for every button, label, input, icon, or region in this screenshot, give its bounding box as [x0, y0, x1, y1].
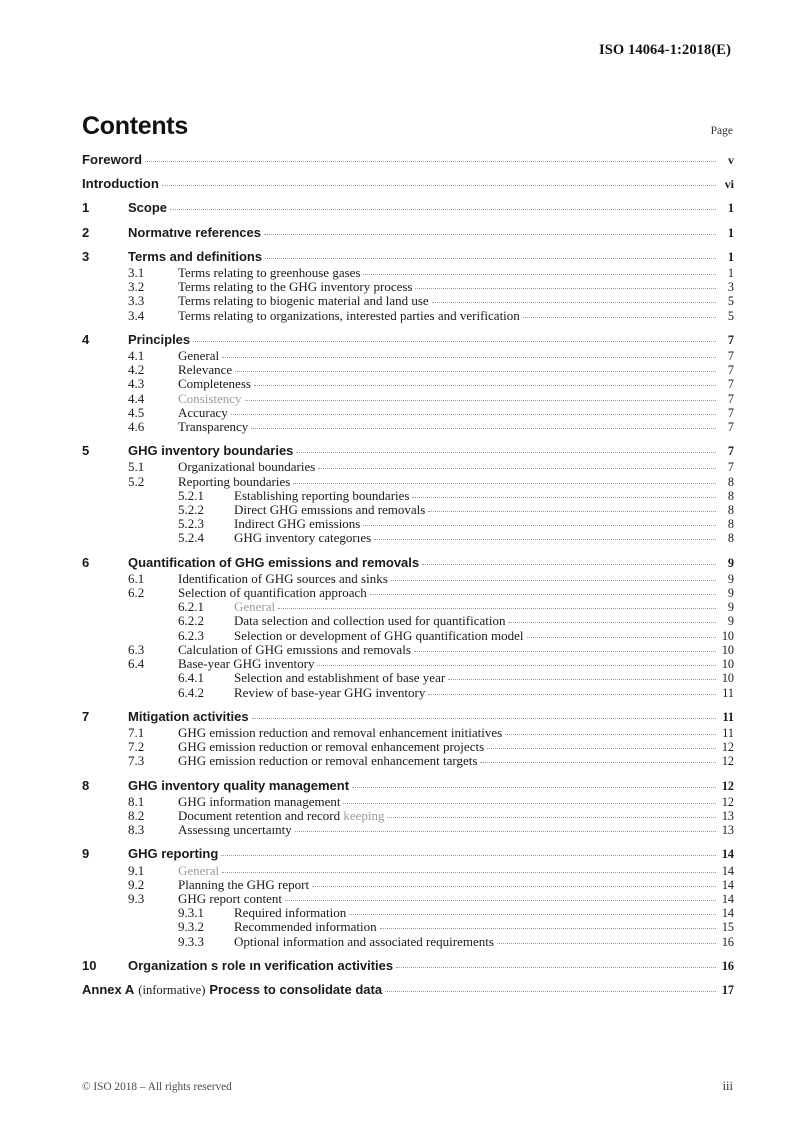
- toc-entry-6-4-2[interactable]: [82, 686, 734, 699]
- footer-page-number: iii: [722, 1079, 733, 1093]
- toc-entry-9-1[interactable]: [82, 864, 734, 877]
- entry-label: General: [178, 348, 220, 364]
- toc-entry-9-3[interactable]: [82, 892, 734, 905]
- dot-leader: [497, 943, 716, 944]
- toc-entry-5-2-1[interactable]: [82, 489, 734, 502]
- entry-label-faded-tail: keeping: [343, 807, 385, 823]
- dot-leader: [363, 525, 716, 526]
- entry-label: Reporting boundaries: [178, 473, 291, 489]
- dot-leader: [370, 594, 716, 595]
- toc-entry-9-3-1[interactable]: [82, 906, 734, 919]
- entry-number: 9: [82, 846, 90, 862]
- toc-entry-3[interactable]: [82, 250, 734, 263]
- entry-number: 7: [82, 708, 90, 724]
- entry-label: GHG inventory boundaries: [128, 443, 294, 459]
- entry-page-number: 7: [727, 444, 734, 459]
- toc-entry-4-4[interactable]: [82, 392, 734, 405]
- entry-number: 3.4: [128, 307, 145, 323]
- entry-number: 5.2.3: [178, 516, 204, 532]
- toc-entry-5-2-2[interactable]: [82, 503, 734, 516]
- entry-page-number: 8: [727, 488, 734, 503]
- entry-page-number: 14: [721, 877, 734, 892]
- toc-entry-6-3[interactable]: [82, 643, 734, 656]
- dot-leader: [296, 452, 716, 453]
- entry-label: Assessıng uncertaınty: [178, 822, 292, 838]
- entry-number: 6.3: [128, 641, 145, 657]
- entry-number: 7.1: [128, 724, 145, 740]
- entry-number: 4.4: [128, 390, 145, 406]
- dot-leader: [343, 803, 716, 804]
- entry-label: GHG report content: [178, 890, 282, 906]
- entry-number: 4.3: [128, 376, 145, 392]
- entry-number: 8.2: [128, 807, 145, 823]
- table-of-contents: [82, 153, 734, 1000]
- dot-leader: [385, 991, 716, 992]
- entry-number: 8: [82, 777, 90, 793]
- entry-label: GHG emission reduction and removal enhancement initiatives: [178, 724, 503, 740]
- entry-page-number: 15: [721, 920, 734, 935]
- entry-number: 6.4.2: [178, 684, 204, 700]
- dot-leader: [387, 817, 716, 818]
- entry-label: Normatıve references: [128, 224, 261, 240]
- entry-number: 6.2.2: [178, 613, 204, 629]
- entry-page-number: 12: [721, 740, 734, 755]
- entry-label: Review of base-year GHG inventory: [234, 684, 426, 700]
- entry-label: Mitigation activities: [128, 708, 249, 724]
- dot-leader: [222, 872, 716, 873]
- toc-entry-9-3-3[interactable]: [82, 935, 734, 948]
- entry-label: Consistency: [178, 390, 242, 406]
- entry-number: 4.6: [128, 419, 145, 435]
- entry-label: Recommended information: [234, 919, 377, 935]
- dot-leader: [235, 371, 716, 372]
- entry-page-number: 11: [722, 725, 734, 740]
- entry-label: Identification of GHG sources and sinks: [178, 570, 388, 586]
- entry-number: 3: [82, 248, 90, 264]
- dot-leader: [352, 787, 716, 788]
- toc-entry-6[interactable]: [82, 556, 734, 569]
- entry-label: Organization s role ın verification activities: [128, 957, 394, 973]
- entry-label: Indirect GHG emissions: [234, 516, 361, 532]
- toc-entry-4-1[interactable]: [82, 349, 734, 362]
- entry-label: GHG emission reduction or removal enhancement projects: [178, 739, 485, 755]
- entry-number: 6.4: [128, 656, 145, 672]
- entry-page-number: 13: [721, 823, 734, 838]
- entry-page-number: v: [728, 153, 734, 167]
- dot-leader: [317, 665, 716, 666]
- entry-page-number: vi: [724, 177, 734, 192]
- toc-entry-8[interactable]: [82, 779, 734, 792]
- dot-leader: [252, 718, 716, 719]
- dot-leader: [414, 651, 716, 652]
- toc-entry-3-4[interactable]: [82, 309, 734, 322]
- dot-leader: [391, 580, 716, 581]
- entry-number: 9.1: [128, 862, 145, 878]
- entry-page-number: 13: [721, 808, 734, 823]
- entry-page-number: 12: [721, 778, 734, 793]
- entry-number: 6: [82, 554, 90, 570]
- entry-page-number: 7: [727, 377, 734, 392]
- toc-entry-5[interactable]: [82, 444, 734, 457]
- entry-number: 7.3: [128, 753, 145, 769]
- entry-page-number: 5: [727, 294, 734, 309]
- entry-page-number: 7: [727, 332, 734, 347]
- entry-label: Principles: [128, 331, 191, 347]
- toc-entry-7-2[interactable]: [82, 740, 734, 753]
- entry-number: 3.1: [128, 265, 145, 281]
- entry-number: 9.3.1: [178, 905, 204, 921]
- entry-label: Establishing reporting boundaries: [234, 487, 410, 503]
- entry-label: Terms relating to organizations, interested parties and verification: [178, 307, 520, 323]
- page-footer: [82, 1079, 733, 1094]
- dot-leader: [170, 209, 716, 210]
- entry-page-number: 10: [721, 671, 734, 686]
- dot-leader: [374, 539, 716, 540]
- toc-entry-7[interactable]: [82, 710, 734, 723]
- entry-label: Foreword: [82, 152, 143, 167]
- dot-leader: [422, 564, 716, 565]
- entry-page-number: 8: [727, 474, 734, 489]
- entry-label: GHG information management: [178, 793, 341, 809]
- toc-entry-5-2-3[interactable]: [82, 517, 734, 530]
- dot-leader: [312, 886, 716, 887]
- dot-leader: [285, 900, 716, 901]
- document-identifier: ISO 14064-1:2018(E): [599, 42, 731, 58]
- toc-entry-5-1[interactable]: [82, 460, 734, 473]
- entry-number: 5.2.1: [178, 487, 204, 503]
- dot-leader: [432, 302, 716, 303]
- dot-leader: [222, 357, 716, 358]
- entry-label: Optional information and associated requirements: [234, 933, 494, 949]
- entry-page-number: 1: [727, 225, 734, 240]
- entry-number: 1: [82, 200, 90, 216]
- entry-page-number: 11: [722, 685, 734, 700]
- dot-leader: [162, 185, 716, 186]
- entry-label: Relevance: [178, 362, 233, 378]
- entry-page-number: 7: [727, 349, 734, 364]
- entry-number: 7.2: [128, 739, 145, 755]
- dot-leader: [251, 428, 716, 429]
- dot-leader: [505, 734, 716, 735]
- toc-entry-10[interactable]: [82, 959, 734, 972]
- entry-page-number: 8: [727, 531, 734, 546]
- entry-label: Selection or development of GHG quantification model: [234, 627, 524, 643]
- entry-number: 6.2: [128, 585, 145, 601]
- entry-label: Calculation of GHG emıssions and removals: [178, 641, 411, 657]
- toc-entry-7-3[interactable]: [82, 754, 734, 767]
- entry-number: 3.2: [128, 279, 145, 295]
- entry-page-number: 7: [727, 460, 734, 475]
- entry-page-number: 1: [727, 201, 734, 216]
- entry-number: 4.1: [128, 348, 145, 364]
- annex-informative-tag: (informative): [138, 982, 206, 997]
- toc-entry-1[interactable]: [82, 201, 734, 214]
- dot-leader: [487, 748, 716, 749]
- copyright-notice: © ISO 2018 – All rights reserved: [82, 1081, 232, 1093]
- toc-entry-3-1[interactable]: [82, 266, 734, 279]
- toc-entry-3-3[interactable]: [82, 294, 734, 307]
- toc-entry-5-2-4[interactable]: [82, 531, 734, 544]
- toc-entry-7-1[interactable]: [82, 726, 734, 739]
- entry-number: 8.3: [128, 822, 145, 838]
- toc-entry-9[interactable]: [82, 847, 734, 860]
- dot-leader: [221, 855, 716, 856]
- entry-page-number: 9: [727, 555, 734, 570]
- entry-label: General: [234, 599, 276, 615]
- dot-leader: [231, 414, 716, 415]
- annex-prefix: Annex A: [82, 981, 135, 997]
- entry-number: 4.2: [128, 362, 145, 378]
- entry-number: 5.2: [128, 473, 145, 489]
- entry-number: 10: [82, 957, 97, 973]
- toc-entry-4-5[interactable]: [82, 406, 734, 419]
- entry-label: GHG reporting: [128, 846, 219, 862]
- toc-entry-6-2-3[interactable]: [82, 629, 734, 642]
- toc-entry-foreword[interactable]: [82, 153, 734, 166]
- entry-number: 3.3: [128, 293, 145, 309]
- dot-leader: [448, 679, 716, 680]
- entry-page-number: 16: [721, 958, 734, 973]
- toc-entry-9-3-2[interactable]: [82, 920, 734, 933]
- entry-label: Required information: [234, 905, 347, 921]
- entry-label: GHG inventory categorıes: [234, 530, 372, 546]
- dot-leader: [428, 511, 716, 512]
- entry-label: Completeness: [178, 376, 251, 392]
- entry-page-number: 9: [727, 614, 734, 629]
- entry-label: GHG inventory quality management: [128, 777, 350, 793]
- toc-entry-8-1[interactable]: [82, 795, 734, 808]
- entry-label: Base-year GHG inventory: [178, 656, 315, 672]
- entry-page-number: 5: [727, 308, 734, 323]
- entry-number: 9.2: [128, 876, 145, 892]
- entry-page-number: 10: [721, 657, 734, 672]
- entry-page-number: 9: [727, 571, 734, 586]
- entry-number: 5: [82, 443, 90, 459]
- toc-entry-4-2[interactable]: [82, 363, 734, 376]
- entry-label: Organizational boundaries: [178, 459, 316, 475]
- dot-leader: [523, 317, 716, 318]
- toc-entry-6-2-1[interactable]: [82, 600, 734, 613]
- contents-title-row: [82, 112, 733, 141]
- toc-entry-6-1[interactable]: [82, 572, 734, 585]
- dot-leader: [415, 288, 716, 289]
- toc-entry-5-2[interactable]: [82, 475, 734, 488]
- toc-entry-4[interactable]: [82, 333, 734, 346]
- toc-entry-9-2[interactable]: [82, 878, 734, 891]
- toc-entry-8-2[interactable]: [82, 809, 734, 822]
- entry-number: 6.2.1: [178, 599, 204, 615]
- toc-entry-4-6[interactable]: [82, 420, 734, 433]
- dot-leader: [193, 341, 716, 342]
- dot-leader: [293, 483, 716, 484]
- toc-entry-6-2-2[interactable]: [82, 614, 734, 627]
- entry-label: Selection of quantification approach: [178, 585, 367, 601]
- entry-page-number: 14: [721, 863, 734, 878]
- dot-leader: [295, 831, 716, 832]
- entry-label: Scope: [128, 200, 168, 216]
- entry-page-number: 14: [721, 906, 734, 921]
- entry-page-number: 12: [721, 754, 734, 769]
- entry-label: Terms relating to biogenic material and land use: [178, 293, 429, 309]
- dot-leader: [349, 914, 716, 915]
- entry-page-number: 16: [721, 934, 734, 949]
- toc-entry-introduction[interactable]: [82, 177, 734, 190]
- toc-entry-6-4-1[interactable]: [82, 671, 734, 684]
- dot-leader: [254, 385, 716, 386]
- entry-number: 9.3.3: [178, 933, 204, 949]
- toc-entry-8-3[interactable]: [82, 823, 734, 836]
- entry-label: Document retention and record keeping: [178, 807, 385, 823]
- entry-label: Terms relating to the GHG inventory process: [178, 279, 413, 295]
- dot-leader: [245, 400, 716, 401]
- dot-leader: [265, 258, 716, 259]
- entry-label: Terms relating to greenhouse gases: [178, 265, 361, 281]
- toc-entry-6-2[interactable]: [82, 586, 734, 599]
- entry-page-number: 7: [727, 420, 734, 435]
- dot-leader: [396, 967, 716, 968]
- entry-page-number: 17: [721, 982, 734, 997]
- page-column-header: Page: [710, 125, 733, 137]
- entry-page-number: 14: [721, 847, 734, 862]
- dot-leader: [380, 928, 716, 929]
- entry-label: Data selection and collection used for quantification: [234, 613, 506, 629]
- dot-leader: [527, 637, 716, 638]
- entry-number: 9.3: [128, 890, 145, 906]
- entry-page-number: 7: [727, 363, 734, 378]
- entry-page-number: 9: [727, 600, 734, 615]
- dot-leader: [428, 694, 716, 695]
- toc-entry-annex-a[interactable]: [82, 983, 734, 997]
- entry-page-number: 11: [722, 709, 734, 724]
- dot-leader: [363, 274, 716, 275]
- entry-page-number: 8: [727, 517, 734, 532]
- entry-label: General: [178, 862, 220, 878]
- entry-label: Transparency: [178, 419, 249, 435]
- entry-number: 8.1: [128, 793, 145, 809]
- entry-page-number: 1: [727, 249, 734, 264]
- entry-page-number: 12: [721, 794, 734, 809]
- entry-page-number: 7: [727, 405, 734, 420]
- entry-page-number: 3: [727, 280, 734, 295]
- page-title: Contents: [82, 112, 188, 140]
- entry-label: Accuracy: [178, 404, 228, 420]
- entry-page-number: 9: [727, 586, 734, 601]
- entry-label: Introduction: [82, 176, 159, 192]
- entry-number: 6.4.1: [178, 670, 204, 686]
- entry-number: 9.3.2: [178, 919, 204, 935]
- entry-number: 6.1: [128, 570, 145, 586]
- dot-leader: [145, 161, 716, 162]
- dot-leader: [508, 622, 716, 623]
- entry-label: Terms and definitions: [128, 248, 263, 264]
- entry-label: Quantification of GHG emissions and removals: [128, 554, 420, 570]
- entry-label: Selection and establishment of base year: [234, 670, 446, 686]
- entry-number: 6.2.3: [178, 627, 204, 643]
- toc-entry-3-2[interactable]: [82, 280, 734, 293]
- entry-page-number: 10: [721, 628, 734, 643]
- entry-label: GHG emission reduction or removal enhancement targets: [178, 753, 478, 769]
- toc-entry-4-3[interactable]: [82, 377, 734, 390]
- entry-number: 4.5: [128, 404, 145, 420]
- dot-leader: [264, 234, 716, 235]
- entry-number: 4: [82, 331, 90, 347]
- toc-entry-6-4[interactable]: [82, 657, 734, 670]
- toc-entry-2[interactable]: [82, 226, 734, 239]
- entry-number: 5.2.4: [178, 530, 204, 546]
- entry-number: 2: [82, 224, 90, 240]
- entry-page-number: 10: [721, 642, 734, 657]
- dot-leader: [318, 468, 716, 469]
- entry-label: Direct GHG emıssions and removals: [234, 502, 426, 518]
- dot-leader: [480, 762, 716, 763]
- dot-leader: [412, 497, 716, 498]
- entry-page-number: 14: [721, 891, 734, 906]
- entry-number: 5.1: [128, 459, 145, 475]
- dot-leader: [278, 608, 716, 609]
- entry-page-number: 1: [727, 266, 734, 281]
- entry-label: Process to consolidate data: [209, 981, 383, 997]
- entry-number: 5.2.2: [178, 502, 204, 518]
- entry-page-number: 8: [727, 503, 734, 518]
- entry-page-number: 7: [727, 391, 734, 406]
- entry-label: Planning the GHG report: [178, 876, 310, 892]
